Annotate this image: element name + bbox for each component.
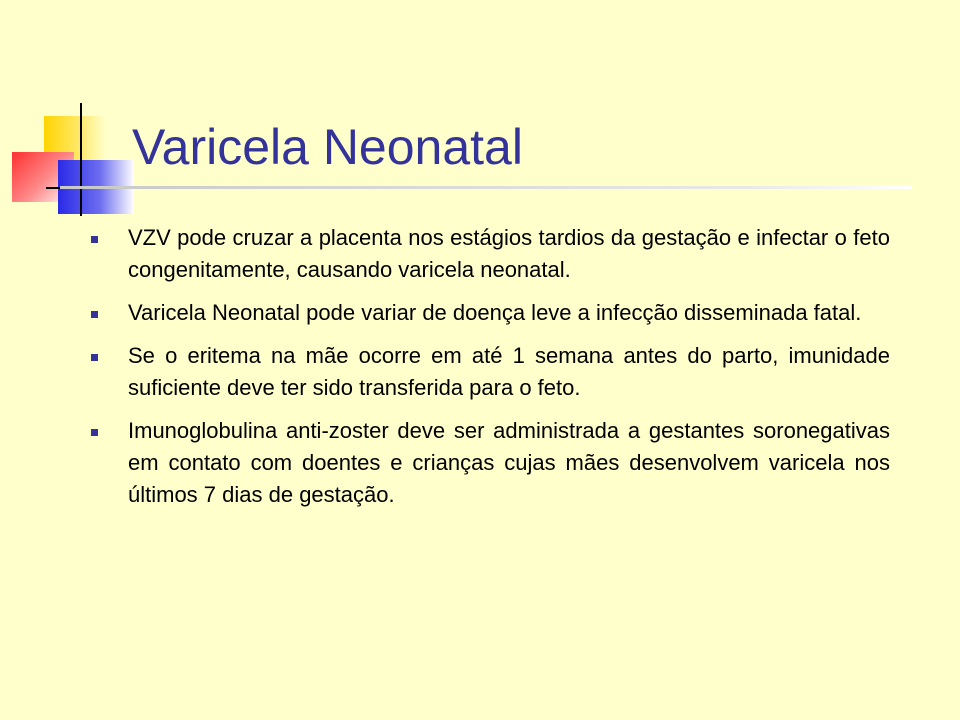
bullet-text: Se o eritema na mãe ocorre em até 1 semana antes do parto, imunidade suficiente deve ter sido transferida para o feto. bbox=[128, 343, 890, 400]
title-underline bbox=[60, 186, 912, 189]
square-bullet-icon bbox=[91, 429, 98, 436]
bullet-text: VZV pode cruzar a placenta nos estágios tardios da gestação e infectar o feto congenitamente, causando varicela neonatal. bbox=[128, 225, 890, 282]
vertical-line-decoration bbox=[80, 103, 82, 216]
bullet-item bbox=[90, 415, 890, 511]
bullet-text: Varicela Neonatal pode variar de doença leve a infecção disseminada fatal. bbox=[128, 300, 862, 325]
bullet-item bbox=[90, 222, 890, 286]
bullet-item bbox=[90, 297, 890, 329]
square-bullet-icon bbox=[91, 236, 98, 243]
bullet-text: Imunoglobulina anti-zoster deve ser administrada a gestantes soronegativas em contato com doentes e crianças cujas mães desenvolvem varicela nos últimos 7 dias de gestação. bbox=[128, 418, 890, 507]
bullet-item bbox=[90, 340, 890, 404]
square-bullet-icon bbox=[91, 354, 98, 361]
slide-title: Varicela Neonatal bbox=[132, 119, 523, 175]
decorative-squares-logo bbox=[0, 0, 140, 230]
bullet-list bbox=[90, 222, 890, 522]
square-bullet-icon bbox=[91, 311, 98, 318]
